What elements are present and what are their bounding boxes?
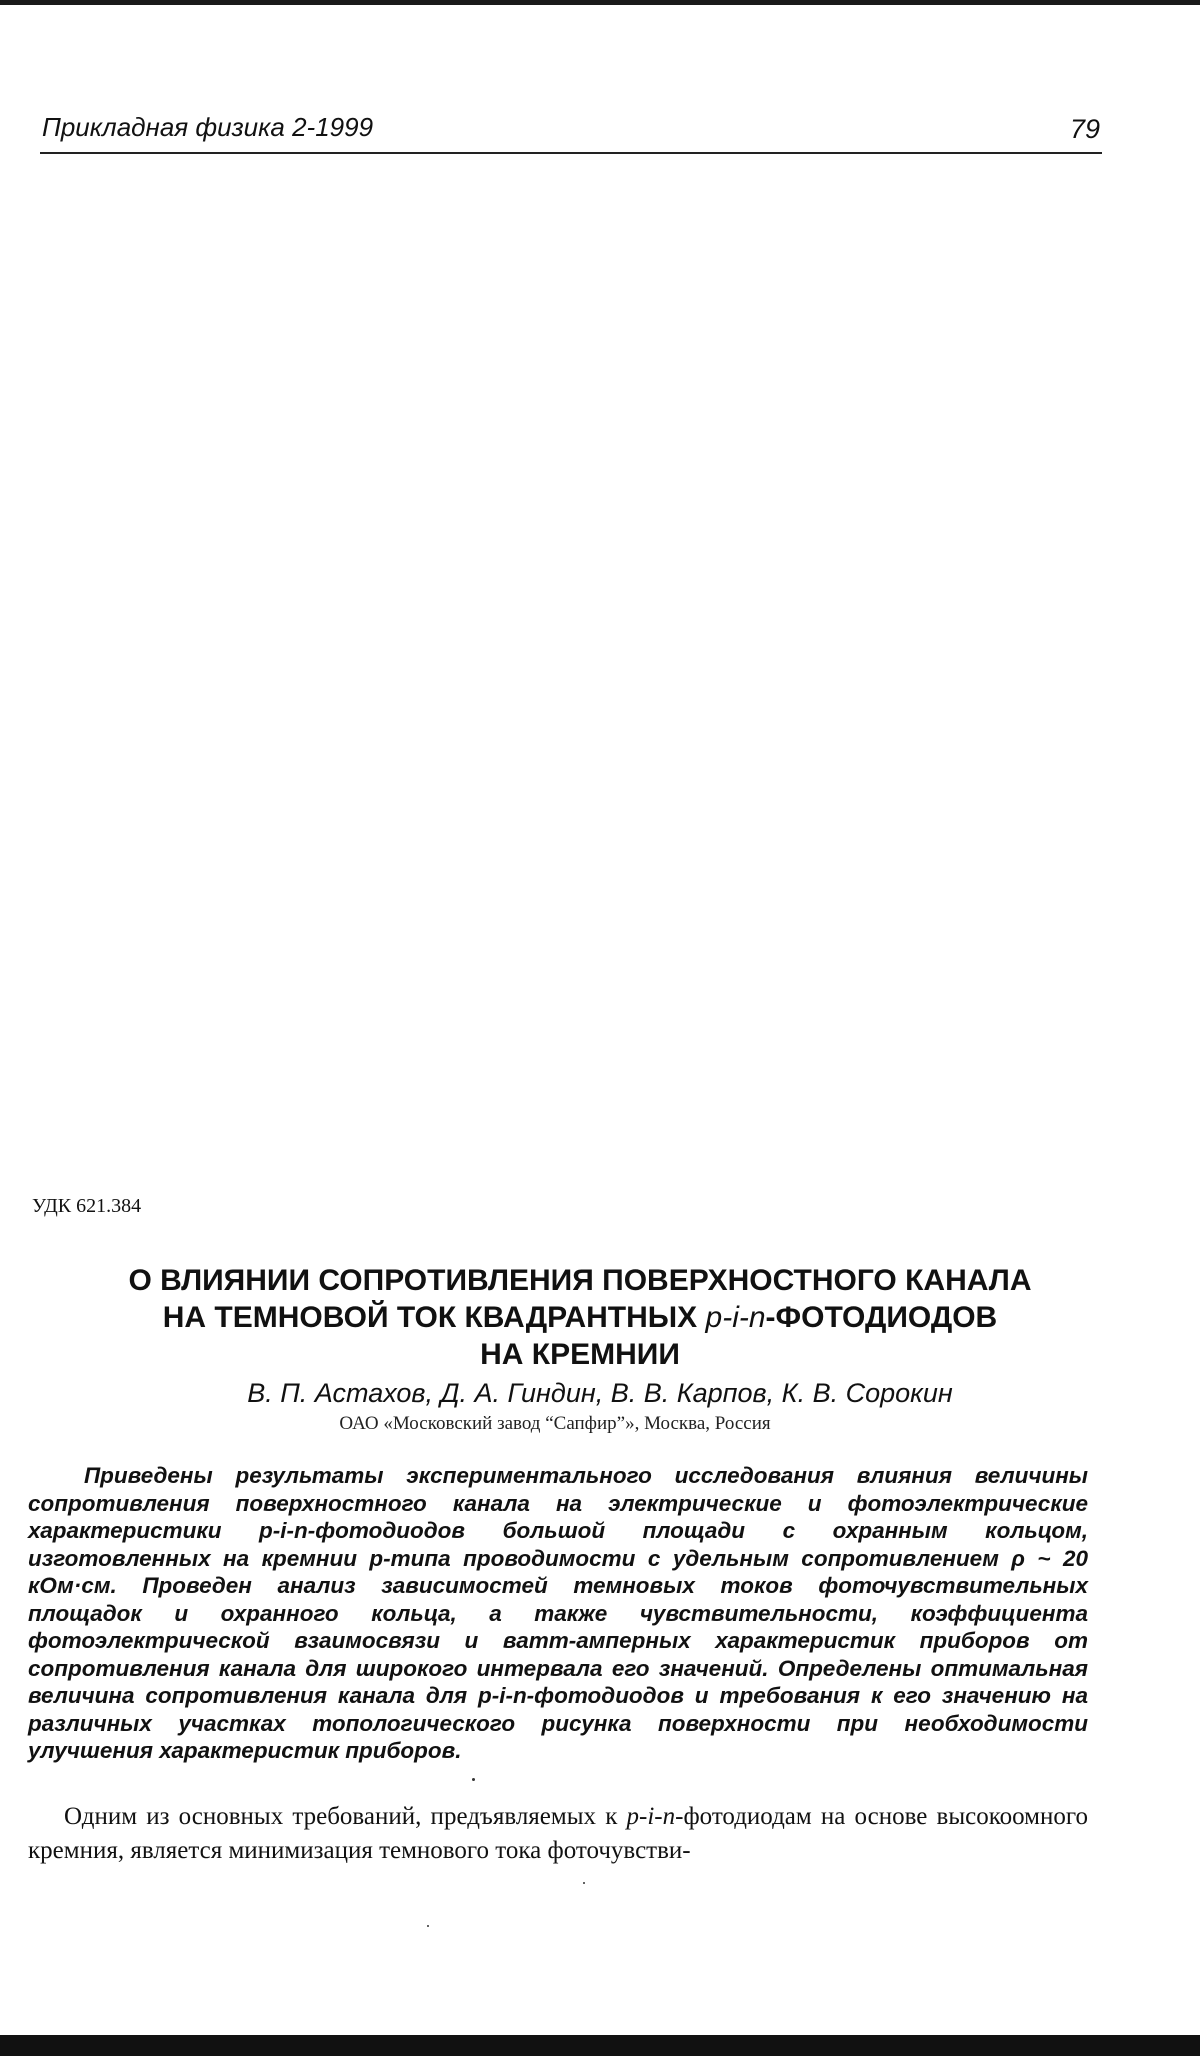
authors: В. П. Астахов, Д. А. Гиндин, В. В. Карпов, К. В. Сорокин — [247, 1378, 953, 1408]
body-italic: p-i-n — [626, 1803, 676, 1830]
article-title — [60, 1262, 1100, 1373]
body-part-2: -фотодиодам на основе высокоомного кремния, является минимизация темнового тока фоточувстви- — [28, 1803, 1088, 1864]
udk-code: УДК 621.384 — [32, 1195, 142, 1217]
scan-speck — [583, 1882, 585, 1884]
body-paragraph — [28, 1800, 1088, 1868]
page-number: 79 — [1069, 114, 1100, 144]
body-part-1: Одним из основных требований, предъявляемых к — [64, 1803, 627, 1830]
title-line-3: НА КРЕМНИИ — [480, 1338, 680, 1371]
title-line-1: О ВЛИЯНИИ СОПРОТИВЛЕНИЯ ПОВЕРХНОСТНОГО КАНАЛА — [128, 1264, 1032, 1297]
title-line-2-end: -ФОТОДИОДОВ — [765, 1301, 998, 1334]
scan-top-edge — [0, 0, 1200, 5]
title-line-2 — [60, 1299, 1100, 1336]
title-line-2-italic: p-i-n — [705, 1301, 766, 1334]
journal-title: Прикладная физика 2-1999 — [42, 112, 374, 142]
title-line-2-start: НА ТЕМНОВОЙ ТОК КВАДРАНТНЫХ — [162, 1301, 706, 1334]
scan-bottom-edge — [0, 2035, 1200, 2056]
scan-speck — [472, 1778, 475, 1781]
running-header — [40, 108, 1102, 154]
scan-speck — [427, 1925, 429, 1927]
abstract: Приведены результаты экспериментального исследования влияния величины сопротивления поверхностного канала на электрические и фотоэлектрические характеристики p-i-n-фотодиодов большой площади с охранным кольцом, изготовленных на кремнии p-типа проводимости с удельным сопротивлением ρ ~ 20 кОм·см. Проведен анализ зависимостей темновых токов фоточувствительных площадок и охранного кольца, а также чувствительности, коэффициента фотоэлектрической взаимосвязи и ватт-амперных характеристик приборов от сопротивления канала для широкого интервала его значений. Определены оптимальная величина сопротивления канала для p-i-n-фотодиодов и требования к его значению на различных участках топологического рисунка поверхности при необходимости улучшения характеристик приборов. — [28, 1463, 1088, 1763]
affiliation: ОАО «Московский завод “Сапфир”», Москва, Россия — [339, 1413, 771, 1434]
